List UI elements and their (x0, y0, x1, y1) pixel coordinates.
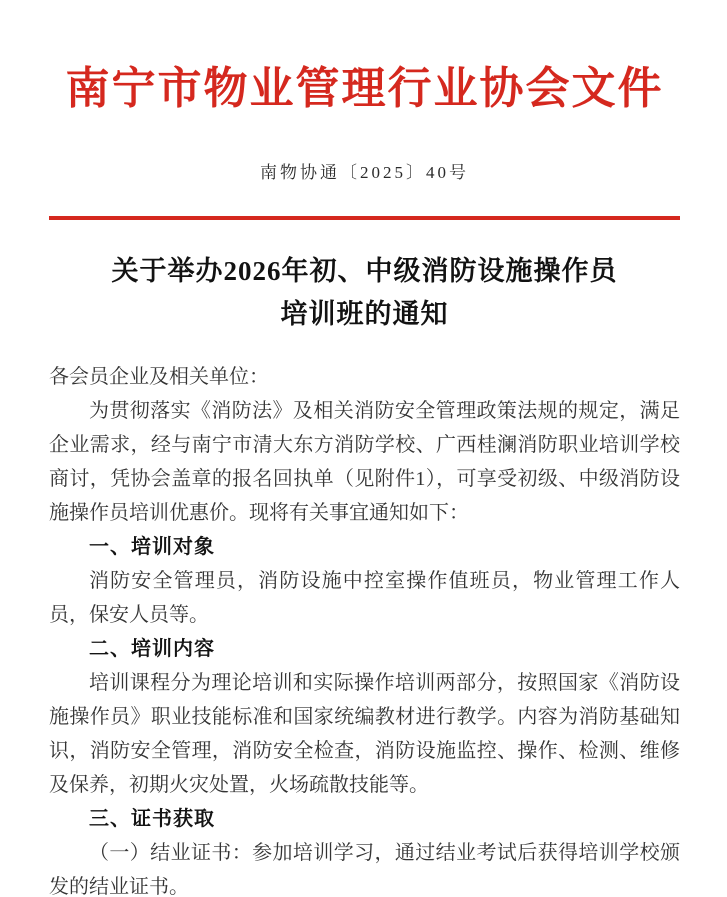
notice-title (49, 250, 680, 336)
paragraph-certificate: （一）结业证书：参加培训学习，通过结业考试后获得培训学校颁发的结业证书。 (49, 842, 680, 897)
paragraph-intro: 为贯彻落实《消防法》及相关消防安全管理政策法规的规定，满足企业需求，经与南宁市清大东方消防学校、广西桂澜消防职业培训学校商讨，凭协会盖章的报名回执单（见附件1），可享受初级、中级消防设施操作员培训优惠价。现将有关事宜通知如下： (49, 400, 680, 524)
notice-title-line2: 培训班的通知 (280, 299, 449, 329)
section-heading-training-content: 二、培训内容 (89, 638, 215, 660)
document-body (49, 360, 680, 897)
notice-title-line1: 关于举办2026年初、中级消防设施操作员 (111, 256, 618, 286)
paragraph-training-content: 培训课程分为理论培训和实际操作培训两部分，按照国家《消防设施操作员》职业技能标准和国家统编教材进行教学。内容为消防基础知识，消防安全管理，消防安全检查，消防设施监控、操作、检测、维修及保养，初期火灾处置，火场疏散技能等。 (49, 672, 680, 796)
document-number: 南物协通〔2025〕40号 (260, 163, 469, 182)
letterhead-org-title: 南宁市物业管理行业协会文件 (65, 64, 664, 113)
paragraph-training-target: 消防安全管理员，消防设施中控室操作值班员，物业管理工作人员，保安人员等。 (49, 570, 680, 626)
section-heading-certificate: 三、证书获取 (89, 808, 215, 830)
salutation: 各会员企业及相关单位： (49, 366, 269, 388)
red-divider-line (49, 216, 680, 220)
section-heading-training-target: 一、培训对象 (89, 536, 215, 558)
